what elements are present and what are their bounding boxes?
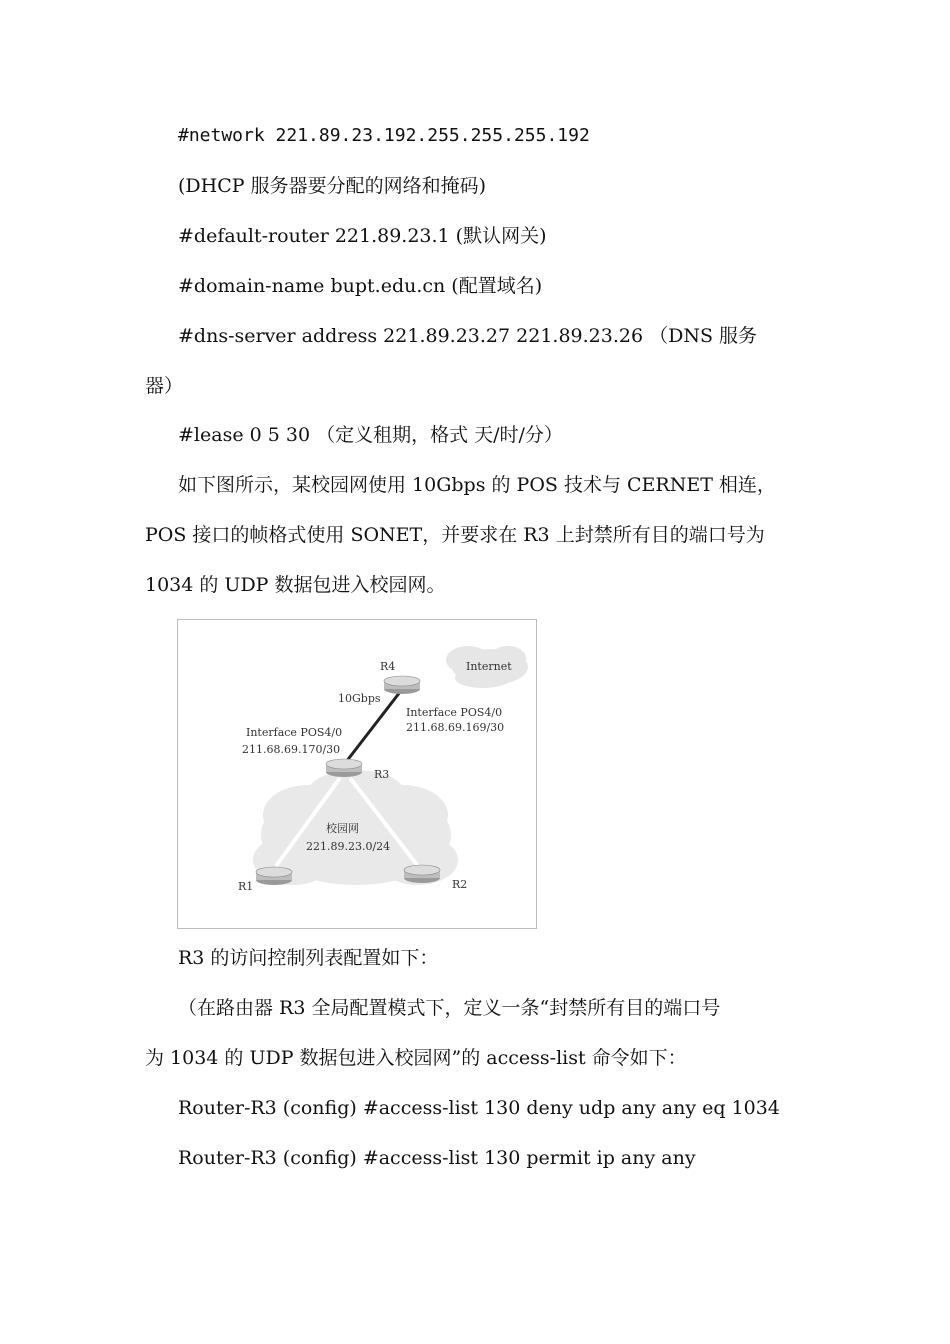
- text-acl-command-1: Router-R3 (config) #access-list 130 deny udp any any eq 1034: [178, 1097, 780, 1119]
- text-acl-desc-2: 为 1034 的 UDP 数据包进入校园网”的 access-list 命令如下：: [145, 1047, 687, 1069]
- text-acl-heading: R3 的访问控制列表配置如下：: [178, 947, 439, 969]
- router-r2-icon: [404, 865, 440, 883]
- text-para-intro-3: 1034 的 UDP 数据包进入校园网。: [145, 574, 446, 596]
- r3-ip-label: 211.68.69.170/30: [242, 743, 341, 756]
- text-line-network-note: (DHCP 服务器要分配的网络和掩码): [178, 175, 486, 197]
- text-para-intro-1: 如下图所示，某校园网使用 10Gbps 的 POS 技术与 CERNET 相连，: [178, 474, 776, 496]
- text-line-dns-server-cont: 器）: [145, 375, 184, 397]
- router-r3-icon: [326, 759, 362, 777]
- link-speed-label: 10Gbps: [338, 692, 381, 705]
- text-acl-desc-1: （在路由器 R3 全局配置模式下，定义一条“封禁所有目的端口号: [178, 997, 721, 1019]
- text-acl-command-2: Router-R3 (config) #access-list 130 permit ip any any: [178, 1147, 696, 1169]
- r4-interface-label: Interface POS4/0: [406, 706, 503, 719]
- text-line-domain-name: #domain-name bupt.edu.cn (配置域名): [178, 275, 543, 297]
- network-diagram-svg: [178, 620, 536, 928]
- r2-label: R2: [452, 878, 468, 891]
- text-para-intro-2: POS 接口的帧格式使用 SONET，并要求在 R3 上封禁所有目的端口号为: [145, 524, 765, 546]
- text-line-lease: #lease 0 5 30 （定义租期，格式 天/时/分）: [178, 424, 563, 446]
- r1-label: R1: [238, 880, 254, 893]
- r3-interface-label: Interface POS4/0: [246, 726, 343, 739]
- network-diagram: [177, 619, 537, 929]
- campus-name-label: 校园网: [326, 822, 359, 835]
- internet-label: Internet: [466, 660, 512, 673]
- text-line-network: #network 221.89.23.192.255.255.255.192: [178, 125, 590, 146]
- text-line-dns-server: #dns-server address 221.89.23.27 221.89.23.26 （DNS 服务: [178, 325, 758, 347]
- r4-label: R4: [380, 660, 396, 673]
- router-r4-icon: [384, 676, 420, 694]
- campus-net-label: 221.89.23.0/24: [306, 840, 391, 853]
- r3-label: R3: [374, 768, 390, 781]
- router-r1-icon: [256, 867, 292, 885]
- r4-ip-label: 211.68.69.169/30: [406, 721, 505, 734]
- text-line-default-router: #default-router 221.89.23.1 (默认网关): [178, 225, 547, 247]
